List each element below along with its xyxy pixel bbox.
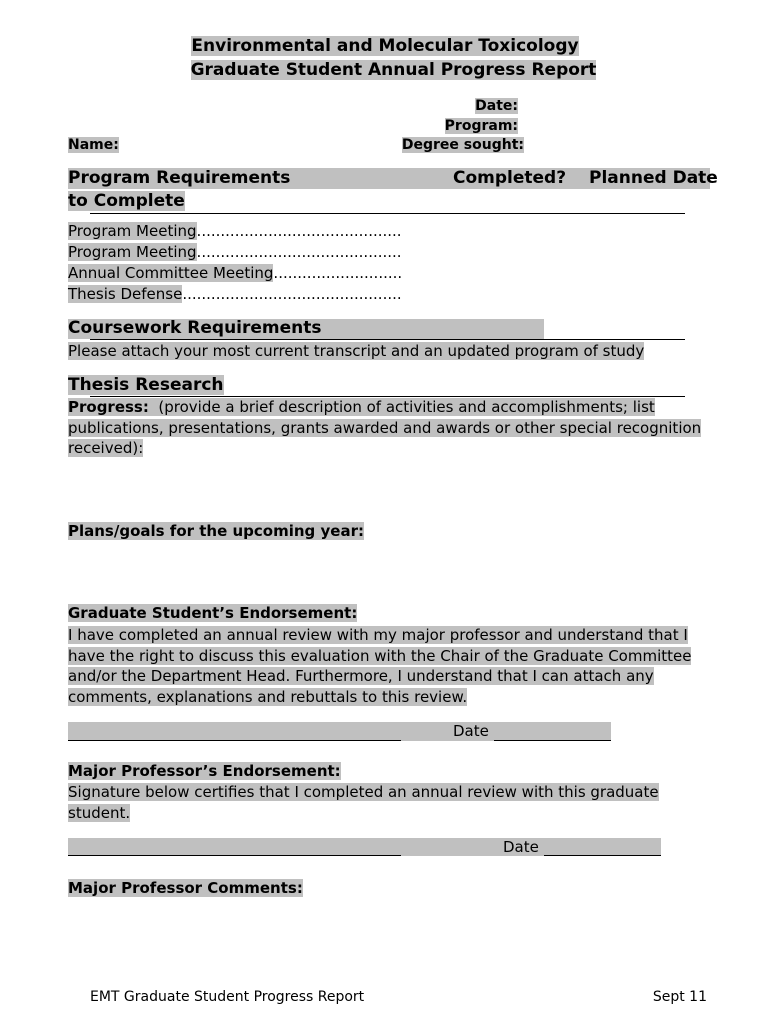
professor-date-line[interactable] <box>544 855 661 856</box>
coursework-rule <box>90 339 685 340</box>
date-field-label: Date: <box>475 98 518 114</box>
student-date-line[interactable] <box>494 740 611 741</box>
student-date-label: Date <box>453 722 489 740</box>
coursework-instructions: Please attach your most current transcript and an updated program of study <box>68 342 645 360</box>
name-field-label: Name: <box>68 137 119 153</box>
document-title-line1: Environmental and Molecular Toxicology <box>191 36 579 56</box>
requirement-item: Program Meeting........................................... <box>68 222 402 240</box>
program-requirements-rule <box>90 213 685 214</box>
progress-paragraph: Progress: (provide a brief description of activities and accomplishments; list publications, presentations, grants awarded and awards or other special recognition received): <box>68 398 702 457</box>
program-requirements-heading-wrap: to Complete <box>68 191 185 211</box>
student-endorsement-heading: Graduate Student’s Endorsement: <box>68 604 358 622</box>
footer-left: EMT Graduate Student Progress Report <box>90 989 365 1005</box>
planned-date-column-header: Planned Date <box>589 168 718 188</box>
student-signature-line <box>68 740 401 741</box>
degree-sought-field-label: Degree sought: <box>401 137 524 153</box>
completed-column-header: Completed? <box>453 168 567 188</box>
professor-signature-bg <box>68 838 661 856</box>
professor-endorsement-text: Signature below certifies that I completed an annual review with this graduate student. <box>68 783 659 822</box>
program-field-label: Program: <box>444 118 518 134</box>
plans-goals-label: Plans/goals for the upcoming year: <box>68 522 364 540</box>
footer-right: Sept 11 <box>652 989 707 1005</box>
program-requirements-heading: Program Requirements <box>68 168 291 188</box>
requirement-item: Annual Committee Meeting........................... <box>68 264 403 282</box>
professor-endorsement-heading: Major Professor’s Endorsement: <box>68 762 341 780</box>
student-endorsement-text: I have completed an annual review with my major professor and understand that I have the right to discuss this evaluation with the Chair of the Graduate Committee and/or the Department Head. Furthermore, I understand that I can attach any comments, explanations and rebuttals to this review. <box>68 626 692 706</box>
requirement-item: Thesis Defense.............................................. <box>68 285 402 303</box>
coursework-heading: Coursework Requirements <box>68 318 322 338</box>
document-title-line2: Graduate Student Annual Progress Report <box>190 60 597 80</box>
requirement-item: Program Meeting........................................... <box>68 243 402 261</box>
thesis-research-heading: Thesis Research <box>68 375 224 395</box>
student-signature-bg <box>68 722 611 741</box>
professor-date-label: Date <box>503 838 539 856</box>
professor-comments-heading: Major Professor Comments: <box>68 879 303 897</box>
professor-signature-line <box>68 855 401 856</box>
